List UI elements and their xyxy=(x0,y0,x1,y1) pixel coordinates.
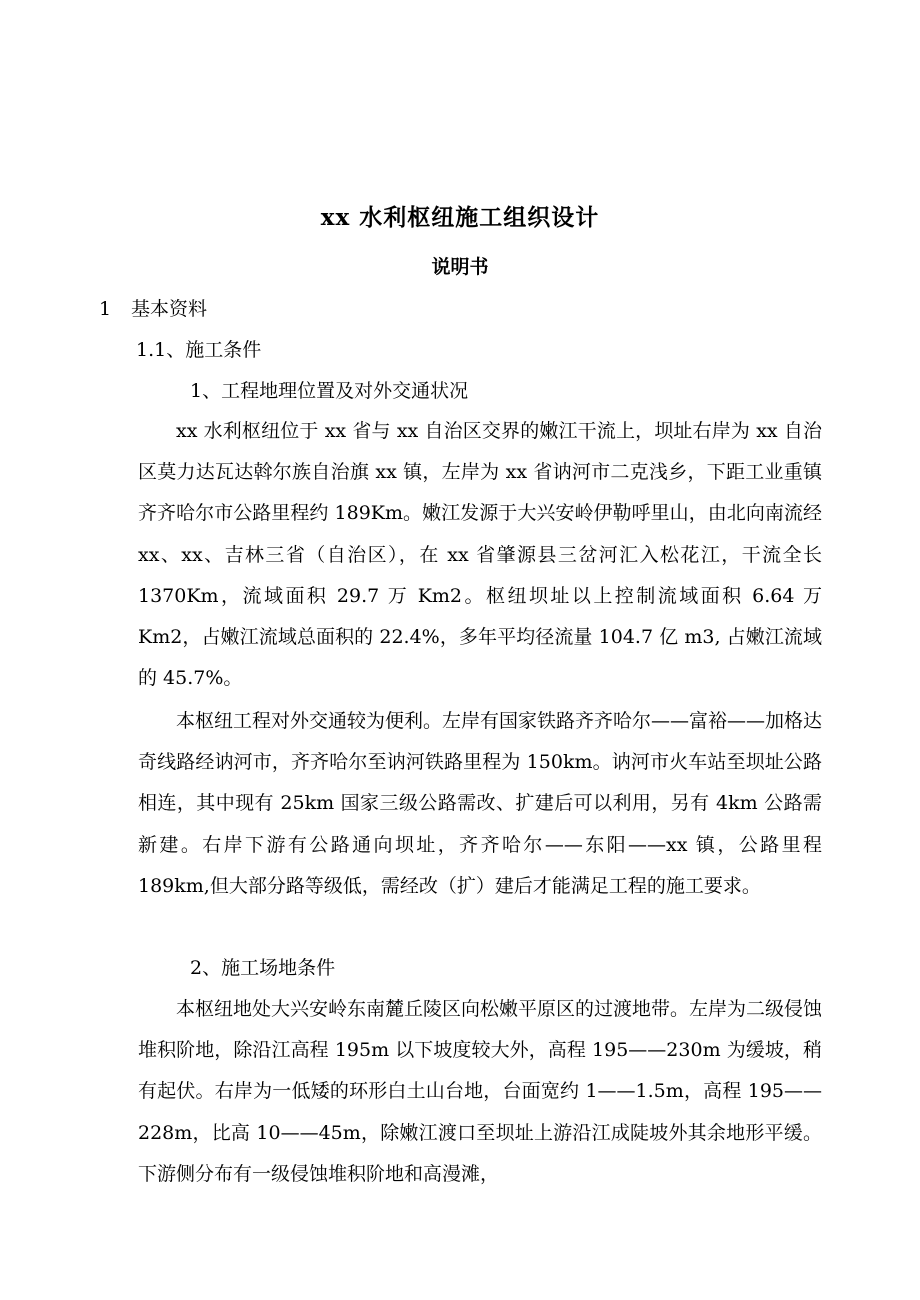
item-heading-1: 1、工程地理位置及对外交通状况 xyxy=(190,380,469,402)
paragraph-transport: 本枢纽工程对外交通较为便利。左岸有国家铁路齐齐哈尔——富裕——加格达奇线路经讷河市，齐齐哈尔至讷河铁路里程为 150km。讷河市火车站至坝址公路相连，其中现有 25km 国家三级公路需改、扩建后可以利用，另有 4km 公路需新建。右岸下游有公路通向坝址，齐齐哈尔——东阳——xx 镇，公路里程 189km,但大部分路等级低，需经改（扩）建后才能满足工程的施工要求。 xyxy=(138,710,823,897)
item-heading-2: 2、施工场地条件 xyxy=(190,957,336,979)
section-number: 1 xyxy=(99,298,112,320)
document-subtitle: 说明书 xyxy=(431,256,489,278)
paragraph-location: xx 水利枢纽位于 xx 省与 xx 自治区交界的嫩江干流上，坝址右岸为 xx 自治区莫力达瓦达斡尔族自治旗 xx 镇，左岸为 xx 省讷河市二克浅乡，下距工业重镇齐齐哈尔市公路里程约 189Km。嫩江发源于大兴安岭伊勒呼里山，由北向南流经 xx、xx、吉林三省（自治区），在 xx 省肇源县三岔河汇入松花江，干流全长 1370Km，流域面积 29.7 万 Km2。枢纽坝址以上控制流域面积 6.64 万 Km2，占嫩江流域总面积的 22.4%，多年平均径流量 104.7 亿 m3, 占嫩江流域的 45.7%。 xyxy=(138,420,822,690)
paragraph-site-conditions: 本枢纽地处大兴安岭东南麓丘陵区向松嫩平原区的过渡地带。左岸为二级侵蚀堆积阶地，除沿江高程 195m 以下坡度较大外，高程 195——230m 为缓坡，稍有起伏。右岸为一低矮的环形白土山台地，台面宽约 1——1.5m，高程 195——228m，比高 10——45m，除嫩江渡口至坝址上游沿江成陡坡外其余地形平缓。下游侧分布有一级侵蚀堆积阶地和高漫滩， xyxy=(138,998,823,1185)
document-title: xx 水利枢纽施工组织设计 xyxy=(320,204,600,231)
subsection-heading-1-1: 1.1、施工条件 xyxy=(136,339,262,361)
section-label: 基本资料 xyxy=(131,298,208,320)
section-heading-1 xyxy=(99,293,207,325)
